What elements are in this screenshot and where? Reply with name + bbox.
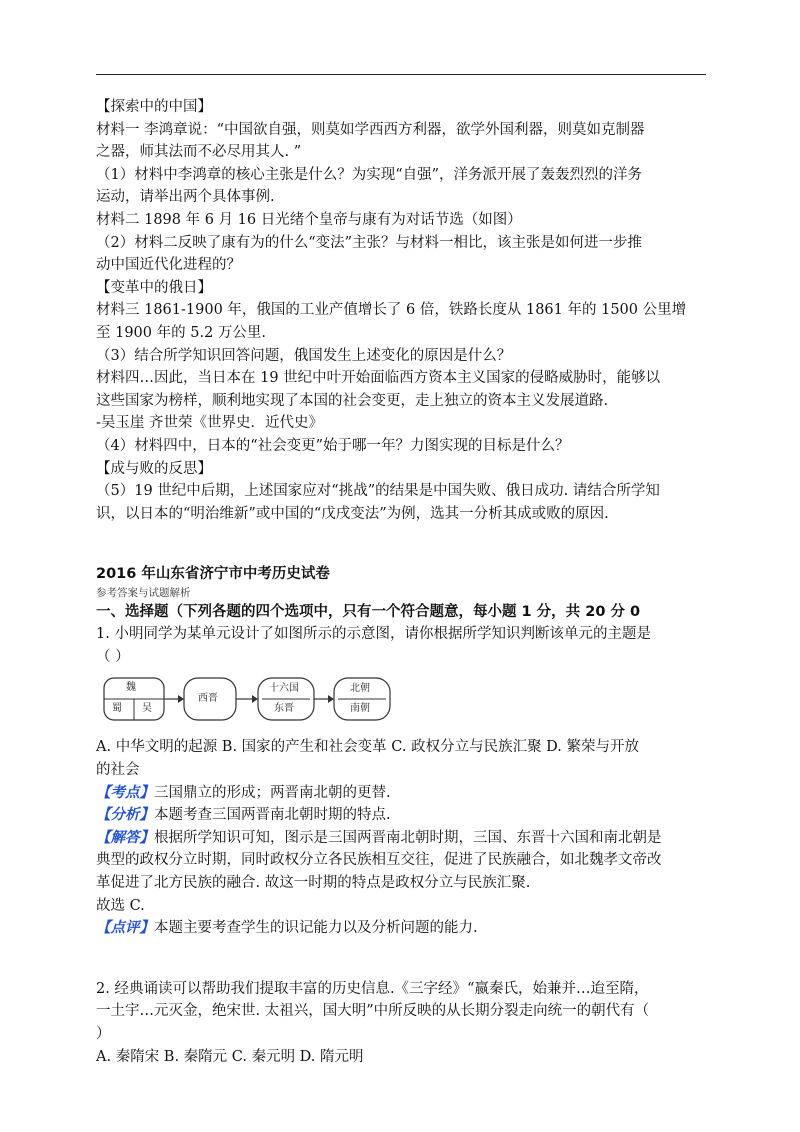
dianping-text: 本题主要考查学生的识记能力以及分析问题的能力.	[154, 920, 478, 937]
question-3: （3）结合所学知识回答问题，俄国发生上述变化的原因是什么？	[96, 347, 512, 364]
material-2: 材料二 1898 年 6 月 16 日光绪个皇帝与康有为对话节选（如图）	[96, 211, 522, 228]
question-2-line-2: 动中国近代化进程的？	[96, 257, 241, 274]
dynasty-diagram	[102, 670, 402, 728]
answer-q2-options: A. 秦隋宋 B. 秦隋元 C. 秦元明 D. 隋元明	[96, 1048, 364, 1065]
question-1-line-1: （1）材料中李鸿章的核心主张是什么？为实现“自强”，洋务派开展了轰轰烈烈的洋务	[96, 166, 643, 183]
question-5-line-2: 识，以日本的“明治维新”或中国的“戊戌变法”为例，选其一分析其成或败的原因.	[96, 505, 609, 522]
answer-q1-jieda-line-1	[96, 827, 708, 850]
diagram-label-beichao: 北朝	[350, 683, 370, 695]
answer-q1-options-line-2: 的社会	[96, 762, 140, 779]
material-3-line-1: 材料三 1861-1900 年，俄国的工业产值增长了 6 倍，铁路长度从 1861 年的 1500 公里增	[96, 302, 687, 319]
diagram-label-shu: 蜀	[112, 703, 122, 715]
answer-q1-fenxi	[96, 804, 708, 827]
header-rule	[96, 74, 706, 75]
answer-q1-jieda-line-2: 典型的政权分立时期，同时政权分立各民族相互交往，促进了民族融合，如北魏孝文帝改	[96, 852, 662, 869]
answer-q2-stem-line-3: ）	[96, 1026, 111, 1042]
material-4-line-2: 这些国家为榜样，顺利地实现了本国的社会变更，走上独立的资本主义发展道路.	[96, 392, 609, 409]
answer-q1-stem-line-1: 1. 小明同学为某单元设计了如图所示的示意图，请你根据所学知识判断该单元的主题是	[96, 626, 651, 643]
diagram-label-nanchao: 南朝	[350, 703, 370, 715]
answer-q2-stem-line-2: 一土宇…元灭金，绝宋世. 太祖兴，国大明”中所反映的从长期分裂走向统一的朝代有（	[96, 1003, 650, 1020]
material-3-line-2: 至 1900 年的 5.2 万公里.	[96, 324, 267, 341]
material-4-line-1: 材料四…因此，当日本在 19 世纪中叶开始面临西方资本主义国家的侵略威胁时，能够以	[96, 370, 661, 387]
diagram-label-xijin: 西晋	[198, 693, 218, 705]
diagram-label-dongjin: 东晋	[274, 703, 294, 715]
answer-q1-jieda-line-3: 革促进了北方民族的融合. 故这一时期的特点是政权分立与民族汇聚.	[96, 875, 531, 892]
section-heading-russia-japan: 【变革中的俄日】	[96, 279, 212, 296]
kaodian-tag: 【考点】	[96, 783, 154, 801]
jieda-tag: 【解答】	[96, 828, 154, 846]
choice-section-heading: 一、选择题（下列各题的四个选项中，只有一个符合题意，每小题 1 分，共 20 分 0	[96, 604, 641, 621]
answer-q2-stem-line-1: 2. 经典诵读可以帮助我们提取丰富的历史信息.《三字经》“嬴秦氏，始兼并…迨至隋，	[96, 980, 649, 997]
answer-title: 2016 年山东省济宁市中考历史试卷	[96, 566, 330, 583]
diagram-label-wei: 魏	[126, 682, 136, 694]
question-1-line-2: 运动，请举出两个具体事例.	[96, 189, 275, 206]
material-1-line-2: 之器，师其法而不必尽用其人. ”	[96, 144, 302, 161]
fenxi-tag: 【分析】	[96, 806, 154, 824]
dynasty-diagram-graphic	[102, 670, 402, 728]
question-2-line-1: （2）材料二反映了康有为的什么“变法”主张？与材料一相比，该主张是如何进一步推	[96, 234, 643, 251]
diagram-label-wu: 吴	[142, 703, 152, 715]
dianping-tag: 【点评】	[96, 919, 154, 937]
fenxi-text: 本题考查三国两晋南北朝时期的特点.	[154, 807, 391, 824]
question-4: （4）材料四中，日本的“社会变更”始于哪一年？力图实现的目标是什么？	[96, 437, 570, 454]
kaodian-text: 三国鼎立的形成；两晋南北朝的更替.	[154, 784, 391, 801]
question-5-line-1: （5）19 世纪中后期，上述国家应对“挑战”的结果是中国失败、俄日成功. 请结合所学知	[96, 483, 660, 500]
section-heading-exploring-china: 【探索中的中国】	[96, 99, 212, 115]
answer-q1-dianping	[96, 917, 708, 940]
answer-q1-stem-line-2: （ ）	[96, 648, 130, 665]
answer-q1-options-line-1: A. 中华文明的起源 B. 国家的产生和社会变革 C. 政权分立与民族汇聚 D. 繁荣与开放	[96, 739, 640, 756]
answer-subtitle: 参考答案与试题解析	[96, 587, 191, 600]
diagram-label-shiliuguo: 十六国	[269, 683, 299, 695]
document-page	[96, 96, 708, 1068]
material-4-source: -吴玉崖 齐世荣《世界史．近代史》	[96, 415, 324, 432]
answer-q1-choice: 故选 C.	[96, 897, 145, 914]
material-1-line-1: 材料一 李鸿章说：“中国欲自强，则莫如学西西方利器，欲学外国利器，则莫如克制器	[96, 121, 645, 138]
section-heading-reflection: 【成与败的反思】	[96, 460, 212, 477]
answer-q1-kaodian	[96, 782, 708, 805]
jieda-text-1: 根据所学知识可知，图示是三国两晋南北朝时期，三国、东晋十六国和南北朝是	[154, 829, 662, 846]
